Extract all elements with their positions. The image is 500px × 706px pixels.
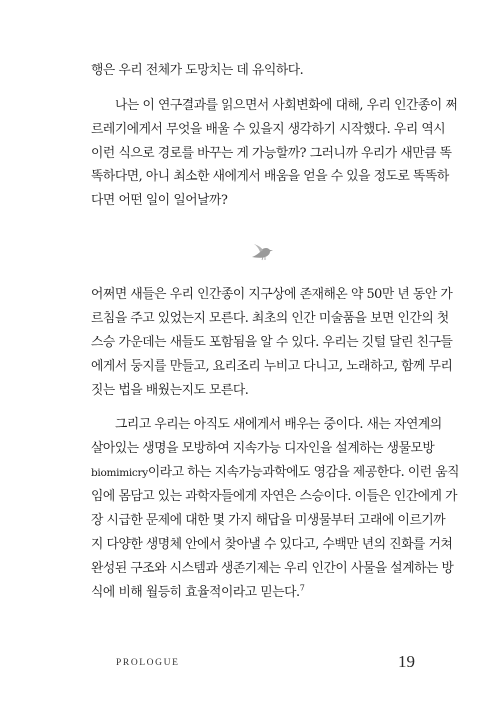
inline-term: biomimicry (91, 467, 148, 479)
text-line: 어쩌면 새들은 우리 인간종이 지구상에 존재해온 약 50만 년 동안 가 (91, 287, 453, 302)
text-line: 똑하다면, 아니 최소한 새에게서 배움을 얻을 수 있을 정도로 똑똑하 (91, 169, 449, 184)
running-footer: PROLOGUE (116, 658, 180, 668)
text-line-with-footnote (91, 584, 415, 602)
bird-icon (249, 243, 275, 261)
text-line: 이런 식으로 경로를 바꾸는 게 가능할까? 그러니까 우리가 새만큼 똑 (91, 146, 452, 161)
text-line: 나는 이 연구결과를 읽으면서 사회변화에 대해, 우리 인간종이 쩌 (115, 98, 458, 113)
text-segment: 식에 비해 월등히 효율적이라고 믿는다. (91, 585, 300, 600)
text-line: 완성된 구조와 시스템과 생존기제는 우리 인간이 사물을 설계하는 방 (91, 561, 454, 576)
footnote-marker: 7 (299, 583, 305, 593)
text-line: 장 시급한 문제에 대한 몇 가지 해답을 미생물부터 고래에 이르기까 (91, 513, 446, 528)
text-line: 살아있는 생명을 모방하여 지속가능 디자인을 설계하는 생물모방 (91, 441, 435, 456)
text-line: 르침을 주고 있었는지 모른다. 최초의 인간 미술품을 보면 인간의 첫 (91, 311, 449, 326)
text-line: 행은 우리 전체가 도망치는 데 유익하다. (91, 63, 304, 78)
text-line-with-term (91, 464, 460, 482)
page-number: 19 (398, 652, 415, 671)
text-line: 지 다양한 생명체 안에서 찾아낼 수 있다고, 수백만 년의 진화를 거쳐 (91, 537, 453, 552)
text-line: 짓는 법을 배웠는지도 모른다. (91, 383, 249, 398)
text-line: 임에 몸담고 있는 과학자들에게 자연은 스승이다. 이들은 인간에게 가 (91, 489, 458, 504)
text-line: 그리고 우리는 아직도 새에게서 배우는 중이다. 새는 자연계의 (115, 417, 442, 432)
text-line: 에게서 둥지를 만들고, 요리조리 누비고 다니고, 노래하고, 함께 무리 (91, 359, 453, 374)
text-line: 스승 가운데는 새들도 포함됨을 알 수 있다. 우리는 깃털 달린 친구들 (91, 335, 453, 350)
text-segment: 이라고 하는 지속가능과학에도 영감을 제공한다. 이런 움직 (147, 465, 460, 480)
text-line: 르레기에게서 무엇을 배울 수 있을지 생각하기 시작했다. 우리 역시 (91, 122, 446, 137)
text-line: 다면 어떤 일이 일어날까? (91, 193, 228, 208)
